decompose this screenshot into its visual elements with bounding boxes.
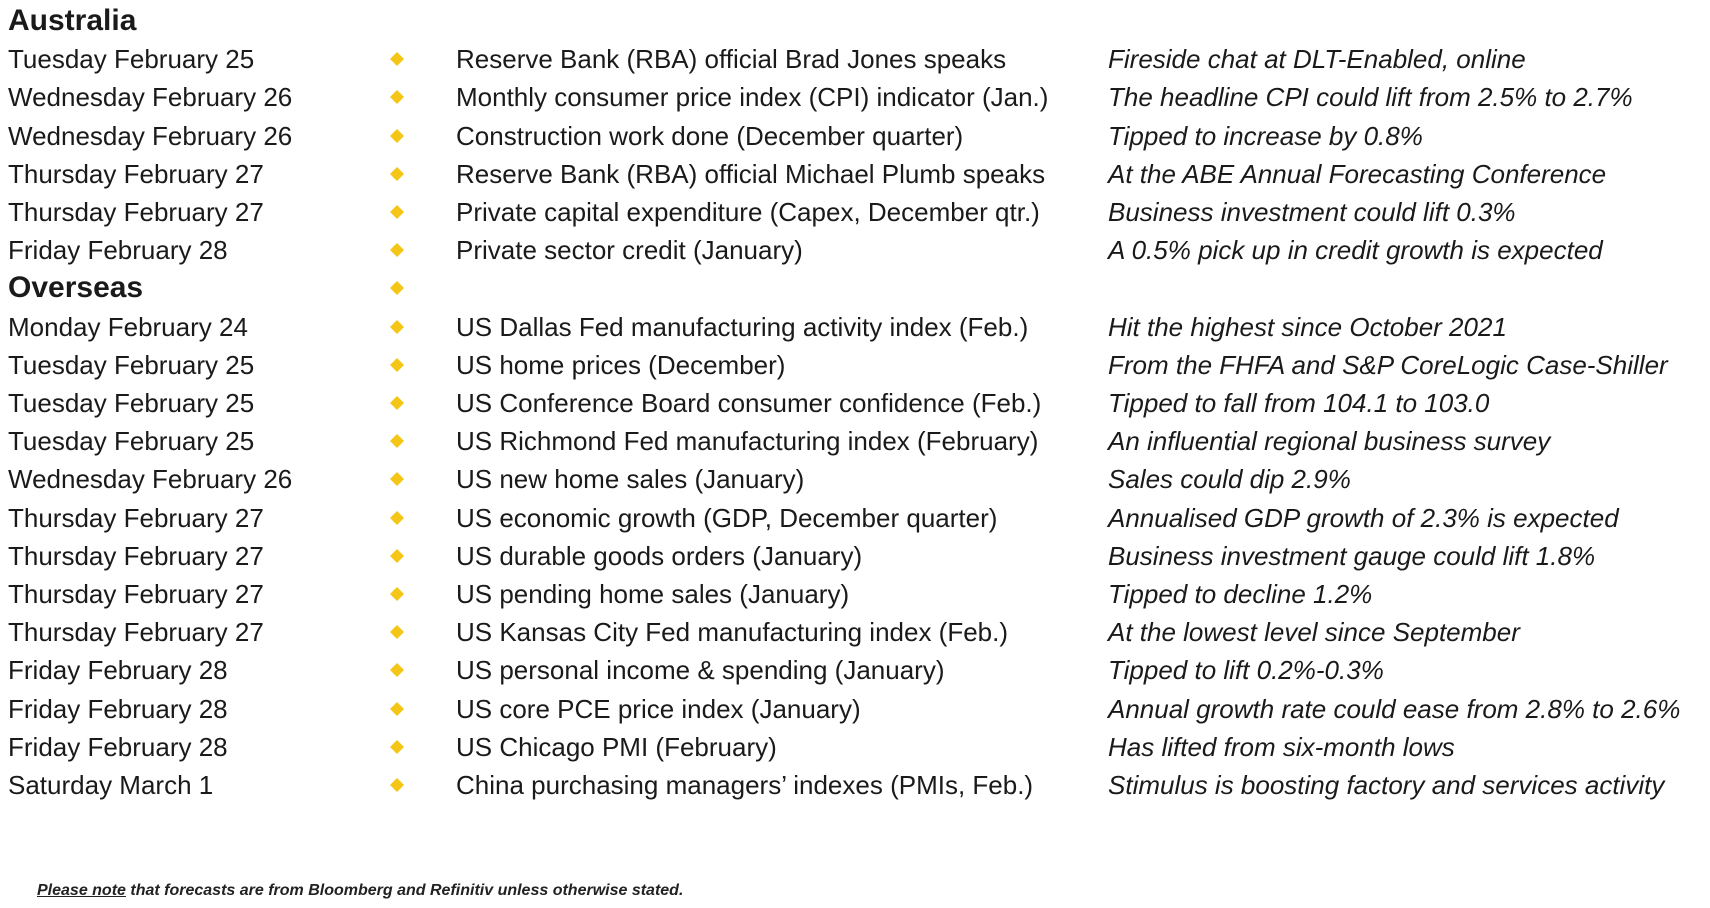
event-date: Thursday February 27 bbox=[8, 502, 264, 533]
event-date: Thursday February 27 bbox=[8, 579, 264, 609]
event-date: Friday February 28 bbox=[8, 731, 228, 762]
event-date: Wednesday February 26 bbox=[8, 120, 293, 151]
event-name: US Chicago PMI (February) bbox=[456, 731, 777, 762]
diamond-bullet-icon bbox=[390, 76, 408, 118]
event-name: US Kansas City Fed manufacturing index (Feb.) bbox=[456, 617, 1009, 648]
event-name: US durable goods orders (January) bbox=[456, 540, 863, 571]
event-name: US Conference Board consumer confidence (Feb.) bbox=[456, 388, 1042, 418]
event-date: Tuesday February 25 bbox=[8, 44, 255, 75]
section-header-row bbox=[0, 0, 1710, 42]
footnote-text: that forecasts are from Bloomberg and Refinitiv unless otherwise stated. bbox=[125, 882, 684, 899]
event-date: Tuesday February 25 bbox=[8, 426, 255, 457]
diamond-bullet-icon bbox=[390, 726, 408, 768]
footnote bbox=[37, 882, 683, 900]
calendar-row bbox=[0, 420, 1710, 462]
event-date: Wednesday February 26 bbox=[8, 464, 293, 495]
diamond-bullet-icon bbox=[390, 497, 408, 539]
event-forecast-note: Annual growth rate could ease from 2.8% to 2.6% bbox=[1108, 693, 1681, 724]
calendar-row bbox=[0, 382, 1710, 424]
diamond-bullet-icon bbox=[390, 573, 408, 615]
event-date: Thursday February 27 bbox=[8, 197, 264, 227]
calendar-row bbox=[0, 688, 1710, 730]
event-date: Thursday February 27 bbox=[8, 540, 264, 571]
diamond-bullet-icon bbox=[390, 458, 408, 500]
event-forecast-note: An influential regional business survey bbox=[1108, 426, 1551, 457]
diamond-bullet-icon bbox=[390, 115, 408, 157]
calendar-row bbox=[0, 76, 1710, 118]
calendar-row bbox=[0, 191, 1710, 233]
diamond-bullet-icon bbox=[390, 535, 408, 577]
event-date: Tuesday February 25 bbox=[8, 388, 255, 418]
footnote-lead: Please note bbox=[37, 882, 126, 899]
event-forecast-note: Tipped to fall from 104.1 to 103.0 bbox=[1108, 388, 1490, 418]
event-forecast-note: Stimulus is boosting factory and services activity bbox=[1108, 770, 1665, 800]
event-date: Friday February 28 bbox=[8, 235, 228, 266]
event-name: US Dallas Fed manufacturing activity index (Feb.) bbox=[456, 311, 1029, 342]
event-forecast-note: Business investment could lift 0.3% bbox=[1108, 197, 1516, 227]
event-name: US Richmond Fed manufacturing index (February) bbox=[456, 426, 1039, 457]
event-forecast-note: Fireside chat at DLT-Enabled, online bbox=[1108, 44, 1526, 75]
event-date: Friday February 28 bbox=[8, 655, 228, 686]
diamond-bullet-icon bbox=[390, 382, 408, 424]
event-forecast-note: Hit the highest since October 2021 bbox=[1108, 311, 1507, 342]
event-forecast-note: The headline CPI could lift from 2.5% to 2.7% bbox=[1108, 82, 1633, 113]
calendar-row bbox=[0, 764, 1710, 806]
event-name: Reserve Bank (RBA) official Michael Plumb speaks bbox=[456, 158, 1046, 189]
event-date: Monday February 24 bbox=[8, 311, 248, 342]
section-title: Overseas bbox=[8, 271, 144, 305]
diamond-bullet-icon bbox=[390, 153, 408, 195]
diamond-bullet-icon bbox=[390, 764, 408, 806]
section-header-row bbox=[0, 267, 1710, 309]
diamond-bullet-icon bbox=[390, 229, 408, 271]
calendar-row bbox=[0, 458, 1710, 500]
event-forecast-note: Annualised GDP growth of 2.3% is expected bbox=[1108, 502, 1619, 533]
event-name: US new home sales (January) bbox=[456, 464, 805, 495]
event-name: US home prices (December) bbox=[456, 349, 786, 380]
event-forecast-note: Tipped to lift 0.2%-0.3% bbox=[1108, 655, 1384, 686]
event-name: Construction work done (December quarter) bbox=[456, 120, 964, 151]
event-name: US personal income & spending (January) bbox=[456, 655, 945, 686]
calendar-row bbox=[0, 38, 1710, 80]
event-date: Friday February 28 bbox=[8, 693, 228, 724]
event-forecast-note: Tipped to increase by 0.8% bbox=[1108, 120, 1423, 151]
diamond-bullet-icon bbox=[390, 306, 408, 348]
event-forecast-note: Business investment gauge could lift 1.8% bbox=[1108, 540, 1596, 571]
event-forecast-note: Tipped to decline 1.2% bbox=[1108, 579, 1373, 609]
calendar-row bbox=[0, 611, 1710, 653]
calendar-row bbox=[0, 344, 1710, 386]
event-date: Wednesday February 26 bbox=[8, 82, 293, 113]
event-date: Thursday February 27 bbox=[8, 158, 264, 189]
calendar-row bbox=[0, 153, 1710, 195]
diamond-bullet-icon bbox=[390, 649, 408, 691]
event-date: Thursday February 27 bbox=[8, 617, 264, 648]
calendar-row bbox=[0, 115, 1710, 157]
event-name: Monthly consumer price index (CPI) indicator (Jan.) bbox=[456, 82, 1049, 113]
event-date: Tuesday February 25 bbox=[8, 349, 255, 380]
calendar-row bbox=[0, 535, 1710, 577]
diamond-bullet-icon bbox=[390, 611, 408, 653]
calendar-row bbox=[0, 649, 1710, 691]
event-forecast-note: From the FHFA and S&P CoreLogic Case-Shiller bbox=[1108, 349, 1668, 380]
diamond-bullet-icon bbox=[390, 688, 408, 730]
calendar-row bbox=[0, 306, 1710, 348]
event-forecast-note: Has lifted from six-month lows bbox=[1108, 731, 1455, 762]
calendar-row bbox=[0, 726, 1710, 768]
event-forecast-note: At the ABE Annual Forecasting Conference bbox=[1108, 158, 1607, 189]
diamond-bullet-icon bbox=[390, 344, 408, 386]
diamond-bullet-icon bbox=[390, 38, 408, 80]
calendar-row bbox=[0, 229, 1710, 271]
event-forecast-note: Sales could dip 2.9% bbox=[1108, 464, 1351, 495]
event-name: US economic growth (GDP, December quarter) bbox=[456, 502, 998, 533]
event-forecast-note: A 0.5% pick up in credit growth is expected bbox=[1108, 235, 1603, 266]
event-forecast-note: At the lowest level since September bbox=[1108, 617, 1520, 648]
event-name: Reserve Bank (RBA) official Brad Jones speaks bbox=[456, 44, 1007, 75]
diamond-bullet-icon bbox=[390, 267, 408, 309]
calendar-row bbox=[0, 497, 1710, 539]
diamond-bullet-icon bbox=[390, 420, 408, 462]
diamond-bullet-icon bbox=[390, 191, 408, 233]
event-name: US core PCE price index (January) bbox=[456, 693, 861, 724]
event-name: Private capital expenditure (Capex, December qtr.) bbox=[456, 197, 1040, 227]
event-name: Private sector credit (January) bbox=[456, 235, 803, 266]
event-name: US pending home sales (January) bbox=[456, 579, 850, 609]
section-title: Australia bbox=[8, 4, 137, 37]
event-date: Saturday March 1 bbox=[8, 770, 214, 800]
event-name: China purchasing managers’ indexes (PMIs, Feb.) bbox=[456, 770, 1034, 800]
calendar-row bbox=[0, 573, 1710, 615]
